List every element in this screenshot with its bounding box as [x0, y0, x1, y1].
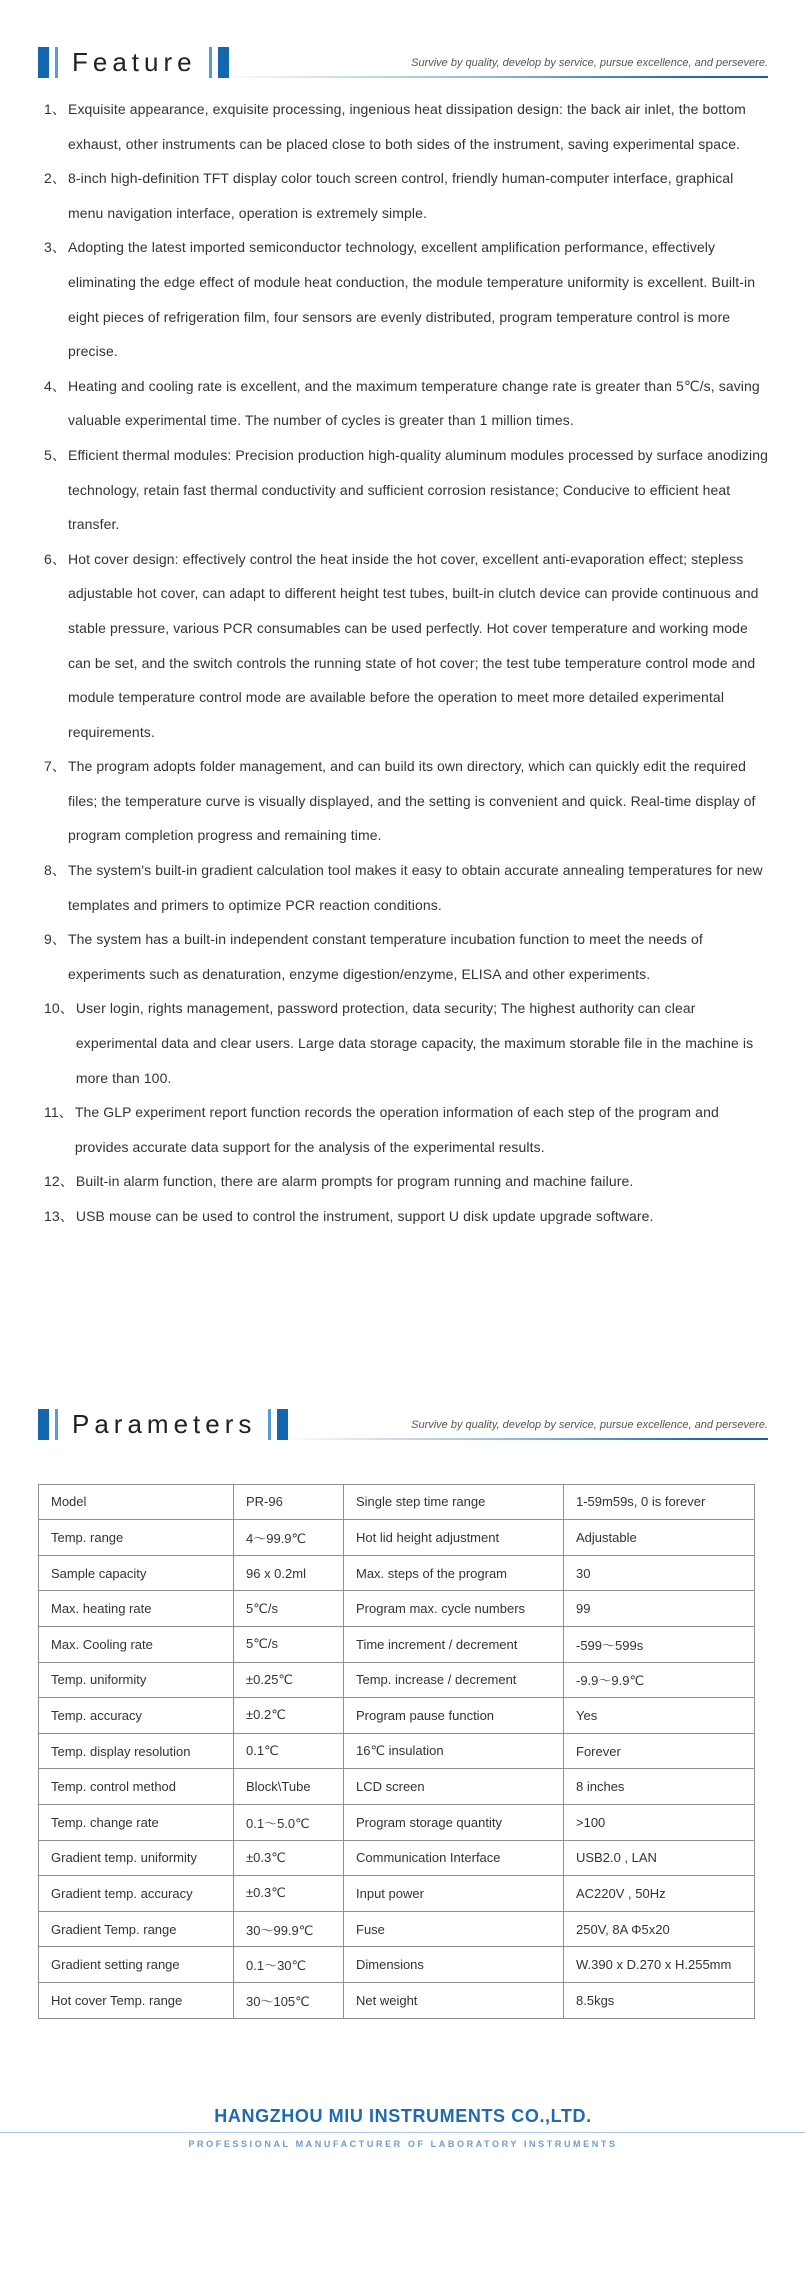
feature-item-text: Hot cover design: effectively control the heat inside the hot cover, excellent anti-evaporation effect; stepless adjustable hot cover, can adapt to different height test tubes, built-in clutch device can provide continuous and stable pressure, various PCR consumables can be used perfectly. Hot cover temperature and working mode can be set, and the switch controls the running state of hot cover; the test tube temperature control mode and module temperature control mode are available before the operation to meet more detailed experimental requirements.: [68, 550, 759, 740]
gradient-rule: [288, 1438, 768, 1440]
accent-bar-thin-icon: [209, 47, 212, 78]
param-label-1: Temp. display resolution: [39, 1733, 234, 1769]
accent-bar-thin-icon: [268, 1409, 271, 1440]
param-label-2: Communication Interface: [344, 1840, 564, 1876]
feature-item-text: User login, rights management, password protection, data security; The highest authority can clear experimental data and clear users. Large data storage capacity, the maximum storable file in the machine is more than 100.: [75, 1000, 754, 1086]
feature-item-number: 3、: [44, 239, 66, 256]
table-row: [39, 1911, 755, 1947]
param-label-2: Temp. increase / decrement: [344, 1662, 564, 1698]
param-label-2: Fuse: [344, 1911, 564, 1947]
param-value-2: -599～599s: [564, 1626, 755, 1662]
param-value-2: 30: [564, 1555, 755, 1591]
accent-bar-thick-icon: [38, 1409, 49, 1440]
param-label-1: Gradient setting range: [39, 1947, 234, 1983]
param-value-1: 30～99.9℃: [234, 1911, 344, 1947]
feature-item-number: 5、: [44, 446, 66, 463]
param-value-1: ±0.3℃: [234, 1876, 344, 1912]
feature-item-number: 13、: [44, 1208, 74, 1224]
param-value-2: USB2.0 , LAN: [564, 1840, 755, 1876]
feature-list-item: [38, 1095, 768, 1164]
param-value-1: 30～105℃: [234, 1982, 344, 2018]
feature-list-item: [38, 92, 768, 161]
param-label-1: Max. Cooling rate: [39, 1626, 234, 1662]
gradient-rule: [229, 76, 768, 78]
accent-bar-thick-icon: [218, 47, 229, 78]
param-label-1: Temp. accuracy: [39, 1698, 234, 1734]
param-value-2: 1-59m59s, 0 is forever: [564, 1484, 755, 1520]
feature-list-item: [38, 853, 768, 922]
feature-item-number: 1、: [44, 101, 66, 117]
param-label-2: Max. steps of the program: [344, 1555, 564, 1591]
parameters-section-header: [38, 1402, 768, 1440]
feature-item-text: 8-inch high-definition TFT display color touch screen control, friendly human-computer interface, graphical menu navigation interface, operation is extremely simple.: [68, 170, 734, 221]
feature-section-header: [38, 40, 768, 78]
table-row: [39, 1840, 755, 1876]
param-value-1: Block\Tube: [234, 1769, 344, 1805]
param-label-1: Hot cover Temp. range: [39, 1982, 234, 2018]
table-row: [39, 1804, 755, 1840]
param-value-2: 8.5kgs: [564, 1982, 755, 2018]
param-label-1: Model: [39, 1484, 234, 1520]
parameters-table: [38, 1484, 755, 2019]
feature-item-number: 8、: [44, 862, 66, 879]
param-label-1: Temp. change rate: [39, 1804, 234, 1840]
feature-list-item: [38, 161, 768, 230]
param-value-1: 0.1～5.0℃: [234, 1804, 344, 1840]
feature-list-item: [38, 1199, 768, 1234]
feature-list-item: [38, 230, 768, 368]
param-value-1: 5℃/s: [234, 1591, 344, 1627]
table-row: [39, 1698, 755, 1734]
table-row: [39, 1555, 755, 1591]
company-name: HANGZHOU MIU INSTRUMENTS CO.,LTD.: [214, 2105, 592, 2126]
param-label-1: Gradient temp. uniformity: [39, 1840, 234, 1876]
param-value-1: ±0.25℃: [234, 1662, 344, 1698]
param-label-2: Program max. cycle numbers: [344, 1591, 564, 1627]
feature-item-number: 2、: [44, 170, 66, 187]
feature-item-text: Efficient thermal modules: Precision production high-quality aluminum modules processed by surface anodizing technology, retain fast thermal conductivity and sufficient corrosion resistance; Conducive to efficient heat transfer.: [68, 446, 769, 533]
feature-item-number: 7、: [44, 758, 66, 775]
param-label-2: Single step time range: [344, 1484, 564, 1520]
param-value-1: 96 x 0.2ml: [234, 1555, 344, 1591]
param-label-1: Temp. control method: [39, 1769, 234, 1805]
param-value-1: 0.1～30℃: [234, 1947, 344, 1983]
table-row: [39, 1769, 755, 1805]
table-row: [39, 1876, 755, 1912]
feature-list-item: [38, 749, 768, 853]
footer: [38, 2105, 768, 2149]
feature-list: [38, 92, 768, 1234]
param-label-1: Temp. range: [39, 1520, 234, 1556]
table-row: [39, 1982, 755, 2018]
param-label-1: Max. heating rate: [39, 1591, 234, 1627]
feature-item-text: The GLP experiment report function records the operation information of each step of the program and provides accurate data support for the analysis of the experimental results.: [74, 1104, 719, 1155]
feature-item-text: USB mouse can be used to control the instrument, support U disk update upgrade software.: [75, 1208, 654, 1224]
table-row: [39, 1947, 755, 1983]
footer-divider: [0, 2132, 805, 2133]
param-label-2: Dimensions: [344, 1947, 564, 1983]
parameters-section-title: Parameters: [72, 1408, 257, 1439]
tagline: Survive by quality, develop by service, pursue excellence, and persevere.: [411, 57, 768, 69]
feature-item-number: 4、: [44, 377, 66, 394]
param-value-1: ±0.2℃: [234, 1698, 344, 1734]
feature-item-text: Exquisite appearance, exquisite processing, ingenious heat dissipation design: the back air inlet, the bottom exhaust, other instruments can be placed close to both sides of the instrument, saving experimental space.: [68, 101, 746, 152]
param-value-1: 5℃/s: [234, 1626, 344, 1662]
table-row: [39, 1591, 755, 1627]
param-value-2: 250V, 8A Φ5x20: [564, 1911, 755, 1947]
param-label-1: Sample capacity: [39, 1555, 234, 1591]
feature-list-item: [38, 1164, 768, 1199]
feature-item-number: 9、: [44, 931, 66, 948]
feature-item-number: 6、: [44, 550, 66, 567]
feature-item-number: 11、: [44, 1104, 73, 1121]
feature-section-title: Feature: [72, 47, 197, 77]
feature-item-number: 10、: [44, 1000, 74, 1017]
param-value-2: Yes: [564, 1698, 755, 1734]
param-value-2: Forever: [564, 1733, 755, 1769]
footer-subtitle: PROFESSIONAL MANUFACTURER OF LABORATORY INSTRUMENTS: [188, 2138, 618, 2149]
param-value-2: >100: [564, 1804, 755, 1840]
param-value-2: AC220V , 50Hz: [564, 1876, 755, 1912]
param-label-2: 16℃ insulation: [344, 1733, 564, 1769]
param-value-1: 4～99.9℃: [234, 1520, 344, 1556]
param-label-1: Gradient temp. accuracy: [39, 1876, 234, 1912]
param-label-1: Temp. uniformity: [39, 1662, 234, 1698]
param-value-2: Adjustable: [564, 1520, 755, 1556]
param-value-1: ±0.3℃: [234, 1840, 344, 1876]
param-label-2: Time increment / decrement: [344, 1626, 564, 1662]
param-label-2: LCD screen: [344, 1769, 564, 1805]
table-row: [39, 1626, 755, 1662]
feature-item-text: The system has a built-in independent constant temperature incubation function to meet the needs of experiments such as denaturation, enzyme digestion/enzyme, ELISA and other experiments.: [68, 931, 703, 982]
table-row: [39, 1662, 755, 1698]
param-label-1: Gradient Temp. range: [39, 1911, 234, 1947]
param-label-2: Program pause function: [344, 1698, 564, 1734]
feature-list-item: [38, 369, 768, 438]
feature-item-text: Built-in alarm function, there are alarm prompts for program running and machine failure.: [75, 1173, 634, 1190]
param-value-1: 0.1℃: [234, 1733, 344, 1769]
feature-list-item: [38, 542, 768, 750]
parameters-heading-block: [38, 1409, 288, 1440]
feature-item-text: Heating and cooling rate is excellent, and the maximum temperature change rate is greater than 5℃/s, saving valuable experimental time. The number of cycles is greater than 1 million times.: [68, 377, 760, 429]
feature-list-item: [38, 438, 768, 542]
tagline: Survive by quality, develop by service, pursue excellence, and persevere.: [411, 1418, 768, 1431]
table-row: [39, 1520, 755, 1556]
param-value-1: PR-96: [234, 1484, 344, 1520]
param-label-2: Input power: [344, 1876, 564, 1912]
param-value-2: -9.9～9.9℃: [564, 1662, 755, 1698]
feature-list-item: [38, 991, 768, 1095]
parameters-header-right: [288, 1419, 768, 1440]
table-row: [39, 1733, 755, 1769]
param-label-2: Hot lid height adjustment: [344, 1520, 564, 1556]
feature-item-text: The program adopts folder management, and can build its own directory, which can quickly edit the required files; the temperature curve is visually displayed, and the setting is convenient and quick. Real-time display of program completion progress and remaining time.: [68, 758, 756, 844]
param-value-2: W.390 x D.270 x H.255mm: [564, 1947, 755, 1983]
param-label-2: Net weight: [344, 1982, 564, 2018]
feature-list-item: [38, 922, 768, 991]
parameters-table-wrap: [38, 1484, 768, 2019]
param-label-2: Program storage quantity: [344, 1804, 564, 1840]
feature-heading-block: [38, 47, 229, 78]
feature-item-number: 12、: [44, 1173, 74, 1190]
feature-item-text: Adopting the latest imported semiconductor technology, excellent amplification performance, effectively eliminating the edge effect of module heat conduction, the module temperature uniformity is excellent. Built-in eight pieces of refrigeration film, four sensors are evenly distributed, program temperature control is more precise.: [68, 239, 756, 360]
accent-bar-thick-icon: [277, 1409, 288, 1440]
param-value-2: 8 inches: [564, 1769, 755, 1805]
feature-header-right: [229, 57, 768, 78]
feature-item-text: The system's built-in gradient calculation tool makes it easy to obtain accurate annealing temperatures for new templates and primers to optimize PCR reaction conditions.: [68, 862, 763, 913]
table-row: [39, 1484, 755, 1520]
param-value-2: 99: [564, 1591, 755, 1627]
accent-bar-thick-icon: [38, 47, 49, 78]
